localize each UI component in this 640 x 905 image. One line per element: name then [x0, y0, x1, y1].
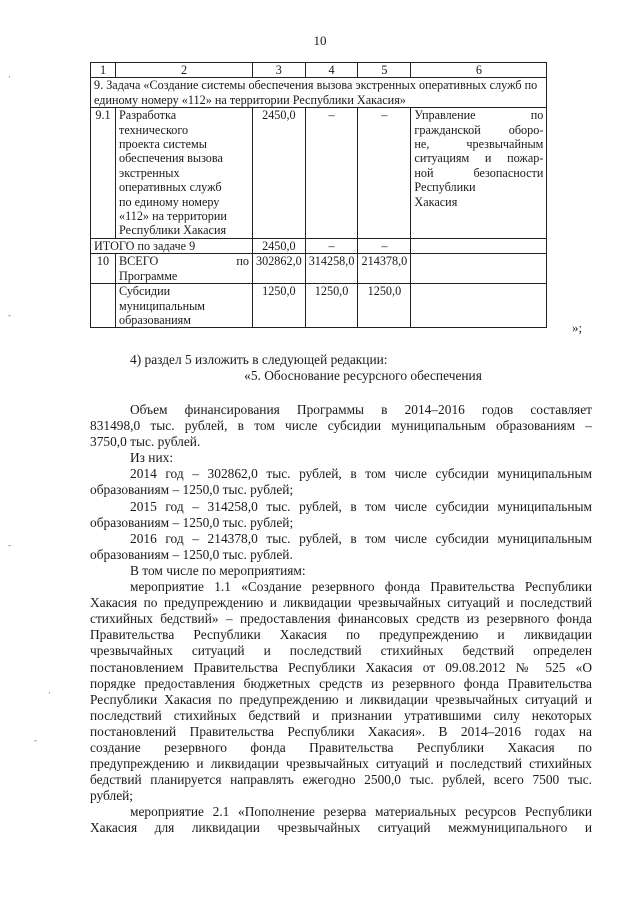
- subsidies-line: муниципальным: [119, 298, 205, 313]
- executor-line: ной безопасности: [414, 165, 544, 180]
- paragraph-line: В том числе по мероприятиям:: [130, 562, 306, 578]
- header-cell: 3: [253, 63, 306, 78]
- paragraph-line: 831498,0 тыс. рублей, в том числе субсидии муниципальным образованиям –: [90, 418, 592, 434]
- task-title-row: [91, 78, 547, 108]
- executor: [411, 108, 547, 239]
- executor-line: ситуациям и пожар-: [414, 151, 544, 166]
- paragraph-line: Объем финансирования Программы в 2014–2016 годов составляет: [130, 402, 592, 417]
- paragraph-line: порядке предоставления бюджетных средств из резервного фонда Правительства: [90, 675, 592, 691]
- name-line: проекта системы: [119, 137, 207, 152]
- name-line: оперативных служб: [119, 180, 222, 195]
- task-title: 9. Задача «Создание системы обеспечения вызова экстренных оперативных служб по единому номеру «112» на территории Республики Хакасия»: [91, 78, 547, 108]
- paragraph-amendment: 4) раздел 5 изложить в следующей редакции:: [130, 352, 388, 367]
- paragraph-line: создание резервного фонда Правительства Республики Хакасия по: [90, 739, 592, 755]
- paragraph-line: стихийных бедствий» – предоставления финансовых средств из резервного фонда: [90, 611, 592, 627]
- name-line: по единому номеру: [119, 194, 220, 209]
- paragraph-line: 3750,0 тыс. рублей.: [90, 434, 201, 450]
- header-cell: 2: [116, 63, 253, 78]
- value-2016: –: [358, 108, 411, 239]
- paragraph-line: Республики Хакасия по предупреждению и ликвидации чрезвычайных ситуаций и: [90, 691, 592, 707]
- name-line: «112» на территории: [119, 209, 227, 224]
- amendment-text: [90, 352, 592, 384]
- subsidies-2014: 1250,0: [253, 284, 306, 328]
- total-2014: 302862,0: [253, 254, 306, 284]
- paragraph-line: образованиям – 1250,0 тыс. рублей;: [90, 514, 294, 530]
- paragraph-line: постановлением Правительства Республики Хакасия от 09.08.2012 № 525 «О: [90, 659, 592, 675]
- scan-mark: -: [8, 310, 11, 320]
- executor-line: Хакасия: [414, 194, 458, 209]
- itogo-2016: –: [358, 238, 411, 253]
- paragraph-line: чрезвычайных ситуаций и последствий стихийных бедствий определен: [90, 643, 592, 659]
- paragraph-line: 2014 год – 302862,0 тыс. рублей, в том числе субсидии муниципальным: [130, 466, 592, 482]
- empty-cell: [91, 284, 116, 328]
- paragraph-line: бедствий планируется направлять ежегодно 2500,0 тыс. рублей, всего 7500 тыс.: [90, 772, 592, 788]
- total-label: [116, 254, 253, 284]
- executor-line: Республики: [414, 180, 476, 195]
- itogo-label: ИТОГО по задаче 9: [91, 238, 253, 253]
- section-heading: «5. Обоснование ресурсного обеспечения: [244, 368, 482, 384]
- table-header-row: [91, 63, 547, 78]
- paragraph-line: мероприятие 2.1 «Пополнение резерва материальных ресурсов Республики: [130, 804, 592, 820]
- header-cell: 4: [305, 63, 358, 78]
- scan-mark: -: [8, 540, 11, 550]
- scan-mark: ·: [8, 72, 11, 82]
- table-row: [91, 254, 547, 284]
- name-line: обеспечения вызова: [119, 151, 223, 166]
- name-line: Разработка: [119, 108, 177, 123]
- paragraph-line: рублей;: [90, 788, 134, 804]
- body-paragraphs: [90, 402, 592, 837]
- paragraph-line: предупреждению и ликвидации чрезвычайных ситуаций и последствий стихийных: [90, 756, 592, 772]
- executor-line: гражданской оборо-: [414, 122, 544, 137]
- table-closing-quote: »;: [572, 320, 583, 335]
- activity-name: [116, 108, 253, 239]
- paragraph-line: мероприятие 1.1 «Создание резервного фонда Правительства Республики: [130, 579, 592, 595]
- table-row: [91, 284, 547, 328]
- budget-table: [90, 62, 547, 328]
- header-cell: 1: [91, 63, 116, 78]
- paragraph-line: 2015 год – 314258,0 тыс. рублей, в том числе субсидии муниципальным: [130, 498, 592, 514]
- page-number: 10: [313, 33, 327, 48]
- scan-mark: -: [34, 735, 37, 745]
- executor-line: не, чрезвычайным: [414, 137, 544, 152]
- paragraph-line: последствий стихийных бедствий и признании утратившими силу некоторых: [90, 707, 592, 723]
- name-line: Республики Хакасия: [119, 223, 227, 238]
- subsidies-2015: 1250,0: [305, 284, 358, 328]
- total-label-a: ВСЕГО: [119, 254, 159, 269]
- subsidies-line: Субсидии: [119, 284, 171, 299]
- subsidies-2016: 1250,0: [358, 284, 411, 328]
- name-line: экстренных: [119, 165, 180, 180]
- paragraph-line: Из них:: [130, 450, 174, 466]
- total-label-b: по: [236, 254, 249, 269]
- paragraph-line: 2016 год – 214378,0 тыс. рублей, в том числе субсидии муниципальным: [130, 530, 592, 546]
- total-2015: 314258,0: [305, 254, 358, 284]
- empty-cell: [411, 254, 547, 284]
- name-line: технического: [119, 122, 189, 137]
- header-cell: 5: [358, 63, 411, 78]
- table-row: [91, 108, 547, 239]
- paragraph-line: Хакасия по предупреждению и ликвидации чрезвычайных ситуаций и последствий: [90, 595, 592, 611]
- paragraph-line: образованиям – 1250,0 тыс. рублей.: [90, 546, 293, 562]
- row-number: 10: [91, 254, 116, 284]
- scan-mark: ·: [48, 688, 51, 698]
- paragraph-line: Правительства Республики Хакасия по предупреждению и ликвидации: [90, 627, 592, 643]
- table-row: [91, 238, 547, 253]
- paragraph-line: постановлений Правительства Республики Хакасия». В 2014–2016 годах на: [90, 723, 592, 739]
- itogo-2015: –: [305, 238, 358, 253]
- empty-cell: [411, 238, 547, 253]
- empty-cell: [411, 284, 547, 328]
- paragraph-line: образованиям – 1250,0 тыс. рублей;: [90, 482, 294, 498]
- row-number: 9.1: [91, 108, 116, 239]
- paragraph-line: Хакасия для ликвидации чрезвычайных ситуаций межмуниципального и: [90, 820, 592, 836]
- value-2014: 2450,0: [253, 108, 306, 239]
- executor-line: Управление по: [414, 108, 544, 123]
- total-label-c: Программе: [119, 268, 178, 283]
- total-2016: 214378,0: [358, 254, 411, 284]
- itogo-2014: 2450,0: [253, 238, 306, 253]
- subsidies-line: образованиям: [119, 312, 192, 327]
- subsidies-label: [116, 284, 253, 328]
- header-cell: 6: [411, 63, 547, 78]
- value-2015: –: [305, 108, 358, 239]
